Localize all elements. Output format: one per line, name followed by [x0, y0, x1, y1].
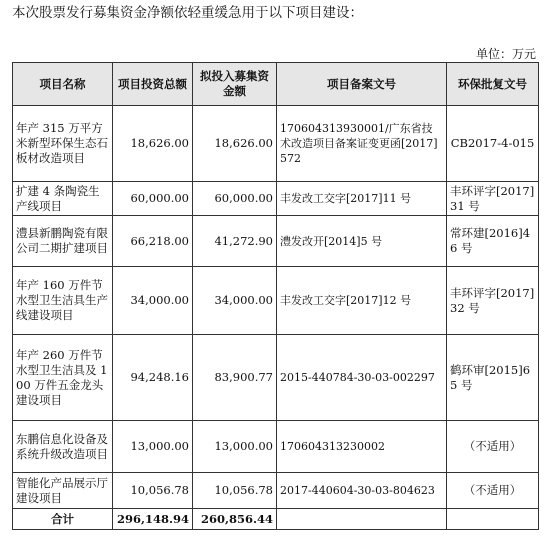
project-env: 丰环评字[2017]31 号 — [447, 182, 539, 216]
table-total-row — [13, 509, 539, 530]
project-name: 扩建 4 条陶瓷生产线项目 — [13, 182, 113, 216]
project-filing: 170604313230002 — [277, 421, 447, 473]
project-raised: 41,272.90 — [193, 216, 277, 267]
total-raised: 260,856.44 — [193, 509, 277, 530]
table-row — [13, 216, 539, 267]
project-name: 年产 315 万平方米新型环保生态石板材改造项目 — [13, 106, 113, 182]
table-row — [13, 267, 539, 335]
project-env: （不适用） — [447, 421, 539, 473]
project-raised: 83,900.77 — [193, 335, 277, 421]
project-filing: 2017-440604-30-03-804623 — [277, 473, 447, 509]
table-row — [13, 106, 539, 182]
project-filing: 170604313930001/广东省技术改造项目备案证变更函[2017]572 — [277, 106, 447, 182]
project-env: CB2017-4-015 — [447, 106, 539, 182]
col-header-total: 项目投资总额 — [113, 63, 193, 106]
project-filing: 2015-440784-30-03-002297 — [277, 335, 447, 421]
project-total: 66,218.00 — [113, 216, 193, 267]
unit-label: 单位：万元 — [475, 47, 536, 61]
table-header-row — [13, 63, 539, 106]
project-total: 60,000.00 — [113, 182, 193, 216]
total-filing-empty — [277, 509, 447, 530]
project-raised: 13,000.00 — [193, 421, 277, 473]
project-name: 年产 260 万件节水型卫生洁具及 100 万件五金龙头建设项目 — [13, 335, 113, 421]
project-env: 常环建[2016]46 号 — [447, 216, 539, 267]
total-investment: 296,148.94 — [113, 509, 193, 530]
project-filing: 丰发改工交字[2017]11 号 — [277, 182, 447, 216]
project-total: 10,056.78 — [113, 473, 193, 509]
project-name: 智能化产品展示厅建设项目 — [13, 473, 113, 509]
project-total: 18,626.00 — [113, 106, 193, 182]
table-row — [13, 421, 539, 473]
intro-text: 本次股票发行募集资金净额依轻重缓急用于以下项目建设： — [12, 5, 363, 21]
col-header-filing: 项目备案文号 — [277, 63, 447, 106]
table-row — [13, 335, 539, 421]
project-raised: 60,000.00 — [193, 182, 277, 216]
project-filing: 澧发改开[2014]5 号 — [277, 216, 447, 267]
project-total: 34,000.00 — [113, 267, 193, 335]
total-env-empty — [447, 509, 539, 530]
project-env: 鹤环审[2015]65 号 — [447, 335, 539, 421]
project-raised: 18,626.00 — [193, 106, 277, 182]
project-raised: 10,056.78 — [193, 473, 277, 509]
col-header-name: 项目名称 — [13, 63, 113, 106]
total-label: 合计 — [13, 509, 113, 530]
project-name: 东鹏信息化设备及系统升级改造项目 — [13, 421, 113, 473]
project-filing: 丰发改工交字[2017]12 号 — [277, 267, 447, 335]
project-name: 年产 160 万件节水型卫生洁具生产线建设项目 — [13, 267, 113, 335]
col-header-raised: 拟投入募集资金额 — [193, 63, 277, 106]
table-row — [13, 182, 539, 216]
table-row — [13, 473, 539, 509]
project-name: 澧县新鹏陶瓷有限公司二期扩建项目 — [13, 216, 113, 267]
projects-table — [12, 62, 539, 530]
col-header-env: 环保批复文号 — [447, 63, 539, 106]
project-total: 94,248.16 — [113, 335, 193, 421]
project-total: 13,000.00 — [113, 421, 193, 473]
project-env: 丰环评字[2017]32 号 — [447, 267, 539, 335]
project-raised: 34,000.00 — [193, 267, 277, 335]
project-env: （不适用） — [447, 473, 539, 509]
